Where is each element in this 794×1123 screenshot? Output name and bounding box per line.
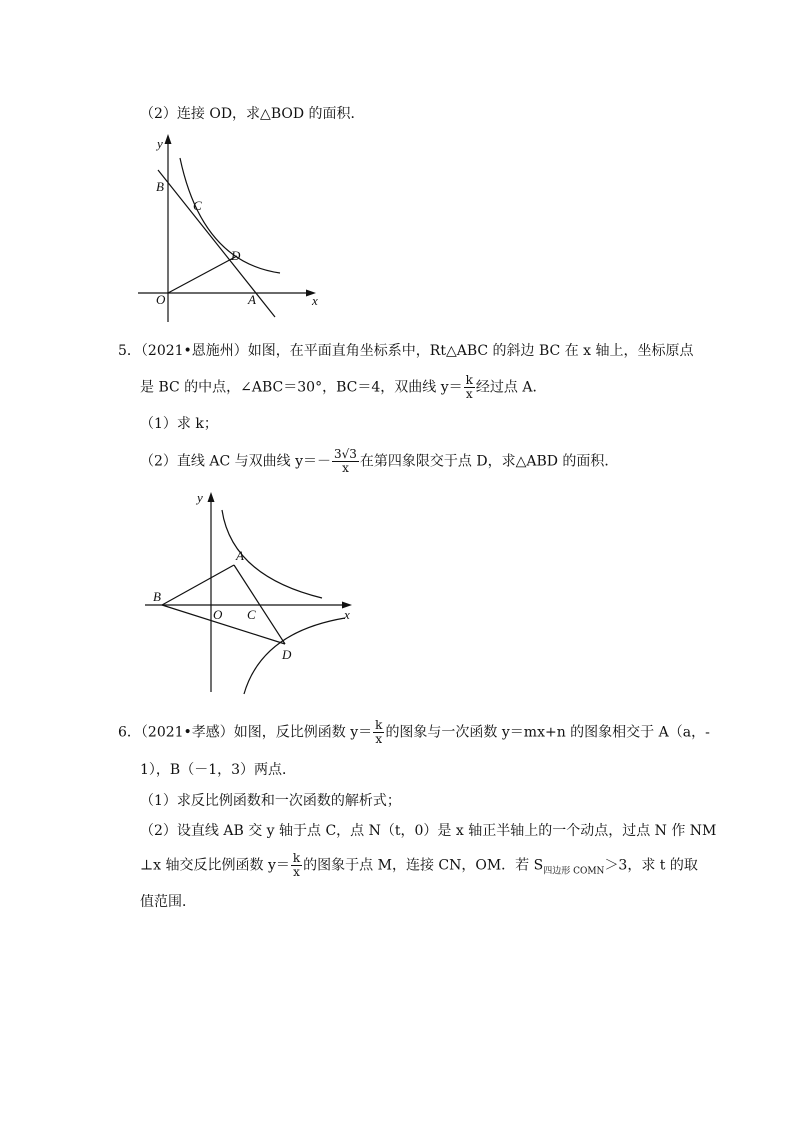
- fig1-label-b: B: [156, 179, 164, 194]
- fig2-hyperbola-lower: [244, 618, 345, 694]
- figure-1-coordinate-diagram: [130, 130, 330, 330]
- fig1-label-y: y: [157, 136, 163, 151]
- q6-part2-fraction-k-over-x: [291, 852, 302, 879]
- fig2-label-d: D: [282, 647, 292, 662]
- fig2-segment-bd: [162, 605, 285, 644]
- q5-part2-frac-den: x: [342, 461, 349, 475]
- q6-part2-line2-b: 的图象于点 M，连接 CN，OM．若 S: [303, 857, 544, 874]
- q6-part1: （1）求反比例函数和一次函数的解析式；: [140, 793, 401, 809]
- q6-line1: [118, 719, 710, 746]
- q6-part2-frac-num: k: [292, 851, 301, 865]
- fig2-label-o: O: [213, 607, 223, 622]
- q6-line2: 1），B（－1，3）两点．: [140, 762, 297, 778]
- fig1-label-o: O: [156, 292, 166, 307]
- fig2-segment-ba: [162, 565, 234, 605]
- q6-frac-den: x: [375, 732, 383, 746]
- fig1-line-ba: [158, 170, 275, 317]
- q4-part2-text: （2）连接 OD，求△BOD 的面积．: [140, 106, 365, 122]
- fig2-label-b: B: [153, 589, 161, 604]
- fig2-label-y: y: [197, 490, 203, 505]
- q6-line1-b: 的图象与一次函数 y＝mx+n 的图象相交于 A（a，-: [385, 724, 710, 741]
- q5-line2-b: 经过点 A．: [475, 379, 547, 396]
- q6-area-subscript: 四边形 COMN: [543, 866, 605, 877]
- q6-part2-line3: 值范围．: [140, 894, 196, 910]
- fig1-label-a: A: [248, 292, 256, 307]
- fig1-label-d: D: [231, 248, 241, 263]
- fig1-label-x: x: [312, 293, 318, 308]
- q5-part2-a: （2）直线 AC 与双曲线 y＝－: [140, 453, 331, 470]
- q6-frac-num: k: [375, 718, 383, 732]
- q5-fraction-3root3-over-x: [332, 448, 359, 475]
- q6-fraction-k-over-x: [373, 719, 384, 746]
- q6-part2-line2-a: ⊥x 轴交反比例函数 y＝: [140, 857, 290, 874]
- q5-line2: [140, 374, 546, 401]
- q5-line1: 5．（2021•恩施州）如图，在平面直角坐标系中，Rt△ABC 的斜边 BC 在 x 轴上，坐标原点: [118, 343, 694, 359]
- q5-frac-num: k: [465, 373, 473, 387]
- q5-fraction-k-over-x: [464, 374, 475, 401]
- q6-part2-frac-den: x: [293, 865, 300, 879]
- q6-line1-a: 6．（2021•孝感）如图，反比例函数 y＝: [118, 724, 373, 741]
- fig2-label-c: C: [247, 607, 256, 622]
- fig2-y-arrow: [208, 492, 215, 502]
- q5-part2-b: 在第四象限交于点 D，求△ABD 的面积．: [359, 453, 619, 470]
- fig2-label-a: A: [236, 548, 244, 563]
- fig1-y-arrow: [165, 134, 172, 144]
- q6-part2-line2-c: ＞3，求 t 的取: [604, 857, 698, 874]
- fig1-hyperbola: [180, 158, 280, 273]
- q6-part2-line1: （2）设直线 AB 交 y 轴于点 C，点 N（t，0）是 x 轴正半轴上的一个动点，过点 N 作 NM: [140, 823, 717, 839]
- figure-2-coordinate-diagram: [140, 488, 370, 698]
- q5-part2-frac-num: 3√3: [334, 447, 357, 461]
- fig1-segment-od: [168, 256, 237, 293]
- q5-part2: [140, 448, 618, 475]
- q5-line2-a: 是 BC 的中点，∠ABC＝30°，BC＝4，双曲线 y＝: [140, 379, 463, 396]
- q5-frac-den: x: [465, 387, 473, 401]
- q5-part1: （1）求 k；: [140, 416, 218, 432]
- q6-part2-line2: [140, 852, 698, 881]
- fig2-label-x: x: [344, 607, 350, 622]
- fig1-label-c: C: [193, 198, 202, 213]
